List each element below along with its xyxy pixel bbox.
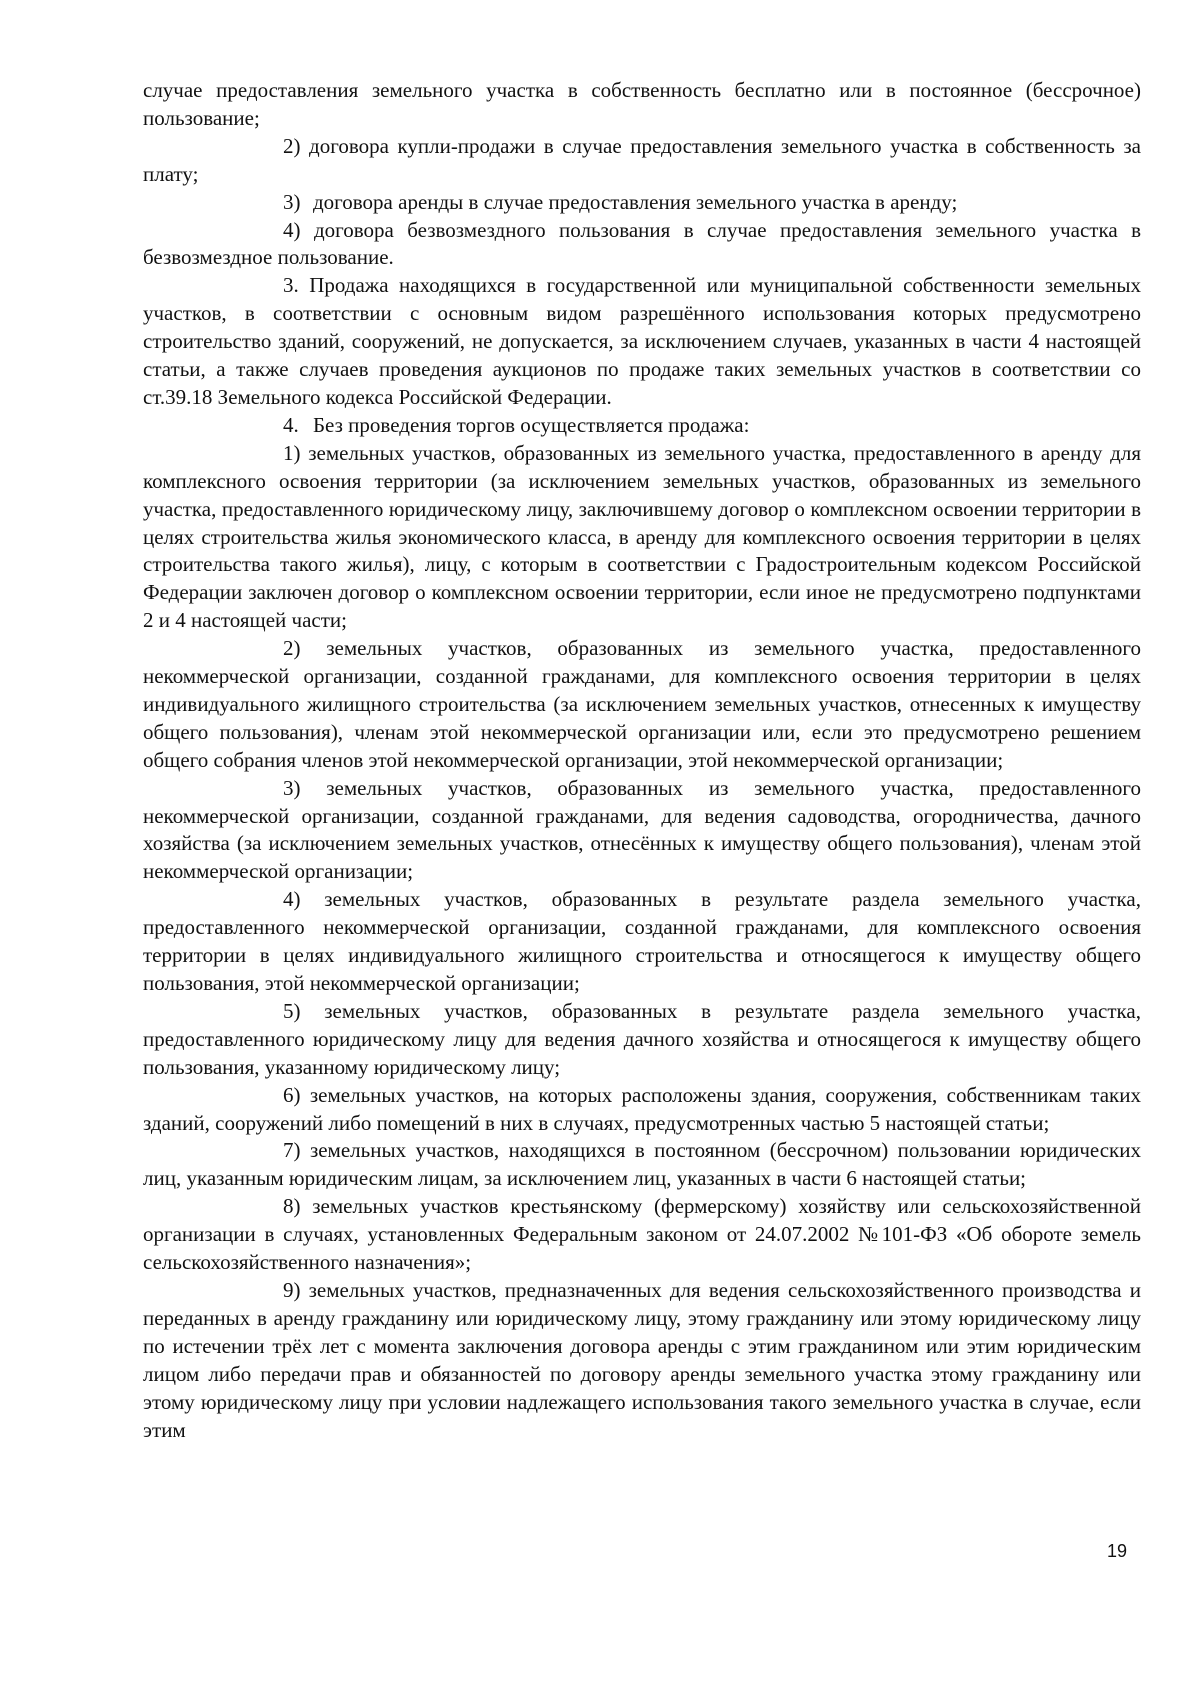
page-number: 19 xyxy=(1107,1541,1128,1561)
item-number: 2) xyxy=(283,133,301,158)
item-number: 3) xyxy=(283,189,301,214)
paragraph-continuation xyxy=(143,77,1141,133)
paragraph-text: земельных участков, образованных из земельного участка, предоставленного некоммерческой организации, созданной гражданами, для ведения садоводства, огородничества, дачного хозяйства (за исключением земельных участков, отнесённых к имуществу общего пользования), членам этой некоммерческой организации; xyxy=(143,775,1141,884)
item-number: 5) xyxy=(283,998,301,1023)
paragraph-item-3 xyxy=(143,189,1141,217)
item-number: 8) xyxy=(283,1194,301,1219)
paragraph-subitem-9 xyxy=(143,1277,1141,1444)
paragraph-subitem-6 xyxy=(143,1082,1141,1138)
paragraph-subitem-7 xyxy=(143,1137,1141,1193)
paragraph-part-4 xyxy=(143,412,1141,440)
document-body xyxy=(143,77,1141,1444)
paragraph-text: земельных участков крестьянскому (фермерскому) хозяйству или сельскохозяйственной организации в случаях, установленных Федеральным законом от 24.07.2002 №101-ФЗ «Об обороте земель сельскохозяйственного назначения»; xyxy=(143,1194,1141,1275)
paragraph-text: Продажа находящихся в государственной или муниципальной собственности земельных участков, в соответствии с основным видом разрешённого использования которых предусмотрено строительство зданий, сооружений, не допускается, за исключением случаев, указанных в части 4 настоящей статьи, а также случаев проведения аукционов по продаже таких земельных участков в соответствии со ст.39.18 Земельного кодекса Российской Федерации. xyxy=(143,273,1142,409)
paragraph-subitem-1 xyxy=(143,440,1141,635)
paragraph-text: случае предоставления земельного участка в собственность бесплатно или в постоянное (бессрочное) пользование; xyxy=(143,78,1141,130)
item-number: 2) xyxy=(283,636,301,661)
paragraph-text: земельных участков, образованных в результате раздела земельного участка, предоставленного некоммерческой организации, созданной гражданами, для комплексного освоения территории в целях индивидуального жилищного строительства и относящегося к имуществу общего пользования, этой некоммерческой организации; xyxy=(143,887,1141,995)
paragraph-subitem-2 xyxy=(143,635,1141,775)
paragraph-text: договора безвозмездного пользования в случае предоставления земельного участка в безвозмездное пользование. xyxy=(143,217,1142,270)
paragraph-text: земельных участков, на которых расположены здания, сооружения, собственникам таких зданий, сооружений либо помещений в них в случаях, предусмотренных частью 5 настоящей статьи; xyxy=(143,1082,1141,1135)
item-number: 3) xyxy=(283,775,301,800)
paragraph-text: договора аренды в случае предоставления земельного участка в аренду; xyxy=(313,189,958,214)
paragraph-subitem-8 xyxy=(143,1193,1141,1277)
paragraph-text: Без проведения торгов осуществляется продажа: xyxy=(313,412,750,437)
item-number: 4) xyxy=(283,217,301,242)
paragraph-text: земельных участков, предназначенных для ведения сельскохозяйственного производства и переданных в аренду гражданину или юридическому лицу, этому гражданину или этому юридическому лицу по истечении трёх лет с момента заключения договора аренды с этим гражданином или этим юридическим лицом либо передачи прав и обязанностей по договору аренды земельного участка этому гражданину или этому юридическому лицу при условии надлежащего использования такого земельного участка в случае, если этим xyxy=(143,1277,1141,1442)
paragraph-subitem-3 xyxy=(143,775,1141,887)
item-number: 4) xyxy=(283,887,301,912)
item-number: 1) xyxy=(283,440,301,465)
item-number: 4. xyxy=(283,412,299,437)
item-number: 3. xyxy=(283,273,299,298)
paragraph-text: договора купли-продажи в случае предоставления земельного участка в собственность за плату; xyxy=(143,133,1141,186)
paragraph-text: земельных участков, находящихся в постоянном (бессрочном) пользовании юридических лиц, указанным юридическим лицам, за исключением лиц, указанных в части 6 настоящей статьи; xyxy=(143,1138,1141,1191)
paragraph-item-2 xyxy=(143,133,1141,189)
item-number: 7) xyxy=(283,1138,301,1163)
paragraph-part-3 xyxy=(143,272,1141,412)
paragraph-item-4 xyxy=(143,217,1141,273)
item-number: 9) xyxy=(283,1277,301,1302)
paragraph-text: земельных участков, образованных из земельного участка, предоставленного некоммерческой организации, созданной гражданами, для комплексного освоения территории в целях индивидуального жилищного строительства (за исключением земельных участков, отнесенных к имуществу общего пользования), членам этой некоммерческой организации или, если это предусмотрено решением общего собрания членов этой некоммерческой организации, этой некоммерческой организации; xyxy=(143,636,1141,772)
paragraph-subitem-5 xyxy=(143,998,1141,1082)
paragraph-subitem-4 xyxy=(143,886,1141,998)
paragraph-text: земельных участков, образованных в результате раздела земельного участка, предоставленного юридическому лицу для ведения дачного хозяйства и относящегося к имуществу общего пользования, указанному юридическому лицу; xyxy=(143,998,1141,1079)
item-number: 6) xyxy=(283,1082,301,1107)
paragraph-text: земельных участков, образованных из земельного участка, предоставленного в аренду для комплексного освоения территории (за исключением земельных участков, образованных из земельного участка, предоставленного юридическому лицу, заключившему договор о комплексном освоении территории в целях строительства жилья экономического класса, в аренду для комплексного освоения территории в целях строительства такого жилья), лицу, с которым в соответствии с Градостроительным кодексом Российской Федерации заключен договор о комплексном освоении территории, если иное не предусмотрено подпунктами 2 и 4 настоящей части; xyxy=(143,440,1142,633)
